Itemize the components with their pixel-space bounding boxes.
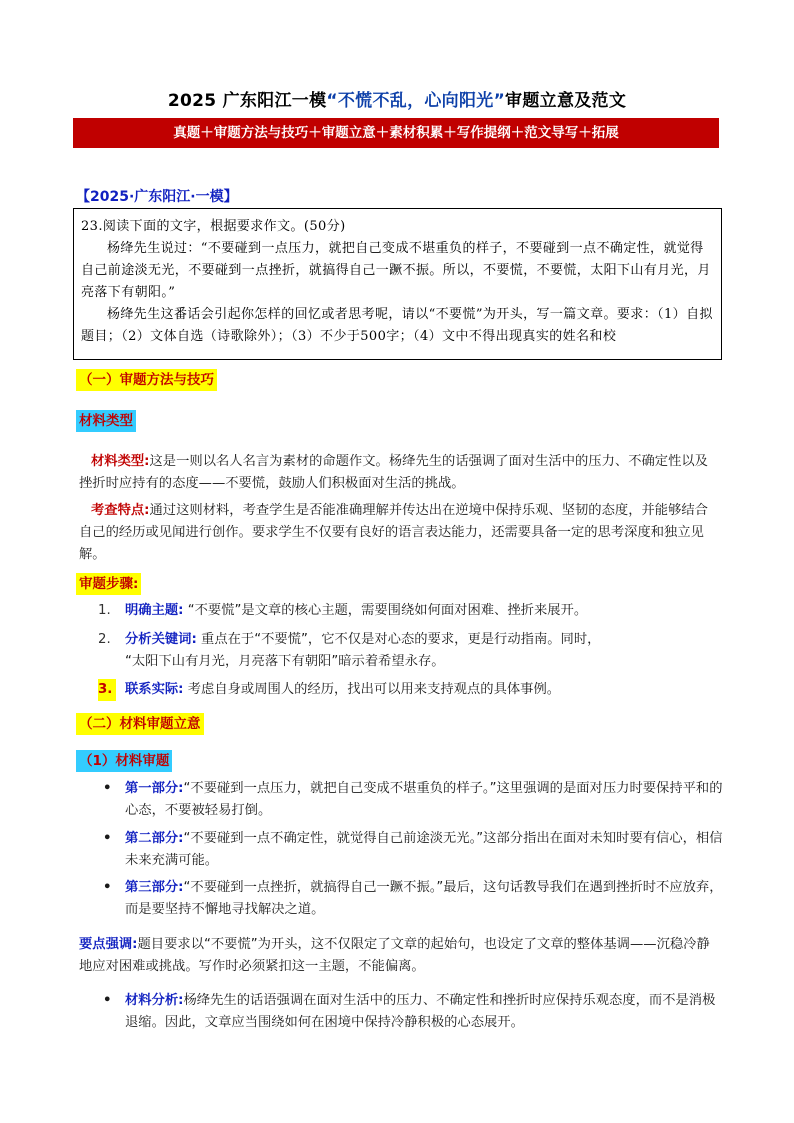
list-item (103, 828, 723, 872)
question-quote: 杨绛先生说过：“不要碰到一点压力，就把自己变成不堪重负的样子，不要碰到一点不确定性，就觉得自己前途淡无光，不要碰到一点挫折，就搞得自己一蹶不振。所以，不要慌，不要慌，太阳下山有月光，月亮落下有朝阳。” (81, 241, 711, 300)
step-item (98, 679, 722, 701)
material-type-text: 这是一则以名人名言为素材的命题作文。杨绛先生的话强调了面对生活中的压力、不确定性以及挫折时应持有的态度——不要慌，鼓励人们积极面对生活的挑战。 (79, 454, 708, 491)
key-point-text: 题目要求以“不要慌”为开头，这不仅限定了文章的起始句，也设定了文章的整体基调——沉稳冷静地应对困难或挑战。写作时必须紧扣这一主题，不能偏离。 (79, 937, 710, 974)
analysis-text: 杨绛先生的话语强调在面对生活中的压力、不确定性和挫折时应保持乐观态度，而不是消极退缩。因此，文章应当围绕如何在困境中保持冷静积极的心态展开。 (125, 993, 716, 1030)
list-item (103, 778, 723, 822)
title-suffix: 审题立意及范文 (505, 91, 627, 111)
material-type-paragraph (79, 451, 721, 495)
step-label: 明确主题: (125, 603, 184, 618)
step-item (98, 629, 722, 673)
list-item (103, 990, 723, 1034)
contents-banner: 真题＋审题方法与技巧＋审题立意＋素材积累＋写作提纲＋范文导写＋拓展 (73, 118, 719, 148)
feature-label: 考查特点: (91, 503, 150, 518)
part-label: 第一部分: (125, 781, 184, 796)
part-text: “不要碰到一点挫折，就搞得自己一蹶不振。”最后，这句话教导我们在遇到挫折时不应放弃，而是要坚持不懈地寻找解决之道。 (125, 880, 723, 917)
section-heading-2: （二）材料审题立意 (76, 713, 204, 735)
key-point-paragraph (79, 934, 721, 978)
title-highlight: “不慌不乱，心向阳光” (326, 91, 506, 111)
source-tag: 【2025·广东阳江·一模】 (76, 189, 238, 205)
title-prefix: 2025 广东阳江一模 (167, 91, 327, 111)
page-title (0, 86, 794, 111)
list-item (103, 877, 723, 921)
step-continuation: “太阳下山有月光，月亮落下有朝阳”暗示着希望永存。 (125, 654, 445, 669)
feature-text: 通过这则材料，考查学生是否能准确理解并传达出在逆境中保持乐观、坚韧的态度，并能够结合自己的经历或见闻进行创作。要求学生不仅要有良好的语言表达能力，还需要具备一定的思考深度和独立见解。 (79, 503, 708, 562)
bullet-icon: • (103, 993, 112, 1008)
step-number: 3. (98, 679, 116, 701)
section-heading-1: （一）审题方法与技巧 (76, 369, 217, 391)
part-text: “不要碰到一点不确定性，就觉得自己前途淡无光。”这部分指出在面对未知时要有信心，相信未来充满可能。 (125, 831, 723, 868)
analysis-label: 材料分析: (125, 993, 184, 1008)
feature-paragraph (79, 500, 721, 566)
question-box (73, 208, 722, 360)
part-text: “不要碰到一点压力，就把自己变成不堪重负的样子。”这里强调的是面对压力时要保持平和的心态，不要被轻易打倒。 (125, 781, 723, 818)
bullet-icon: • (103, 781, 112, 796)
material-type-tag: 材料类型 (76, 410, 136, 432)
bullet-icon: • (103, 831, 112, 846)
step-label: 联系实际: (125, 682, 184, 697)
material-type-label: 材料类型: (91, 454, 150, 469)
steps-tag: 审题步骤: (76, 573, 141, 595)
part-label: 第二部分: (125, 831, 184, 846)
part-label: 第三部分: (125, 880, 184, 895)
step-text: “不要慌”是文章的核心主题，需要围绕如何面对困难、挫折来展开。 (187, 603, 588, 618)
bullet-icon: • (103, 880, 112, 895)
step-number: 2. (98, 632, 111, 647)
step-text: 重点在于“不要慌”，它不仅是对心态的要求，更是行动指南。同时， (201, 632, 601, 647)
sub-heading-material: （1）材料审题 (76, 750, 172, 772)
key-point-label: 要点强调: (79, 937, 138, 952)
step-item (98, 600, 722, 622)
step-label: 分析关键词: (125, 632, 197, 647)
step-text: 考虑自身或周围人的经历，找出可以用来支持观点的具体事例。 (187, 682, 561, 697)
step-number: 1. (98, 603, 111, 618)
question-line: 23.阅读下面的文字，根据要求作文。(50分) (81, 219, 346, 234)
question-task: 杨绛先生这番话会引起你怎样的回忆或者思考呢，请以“不要慌”为开头，写一篇文章。要求：（1）自拟题目；（2）文体自选（诗歌除外）；（3）不少于500字；（4）文中不得出现真实的姓名和校 (81, 307, 713, 344)
